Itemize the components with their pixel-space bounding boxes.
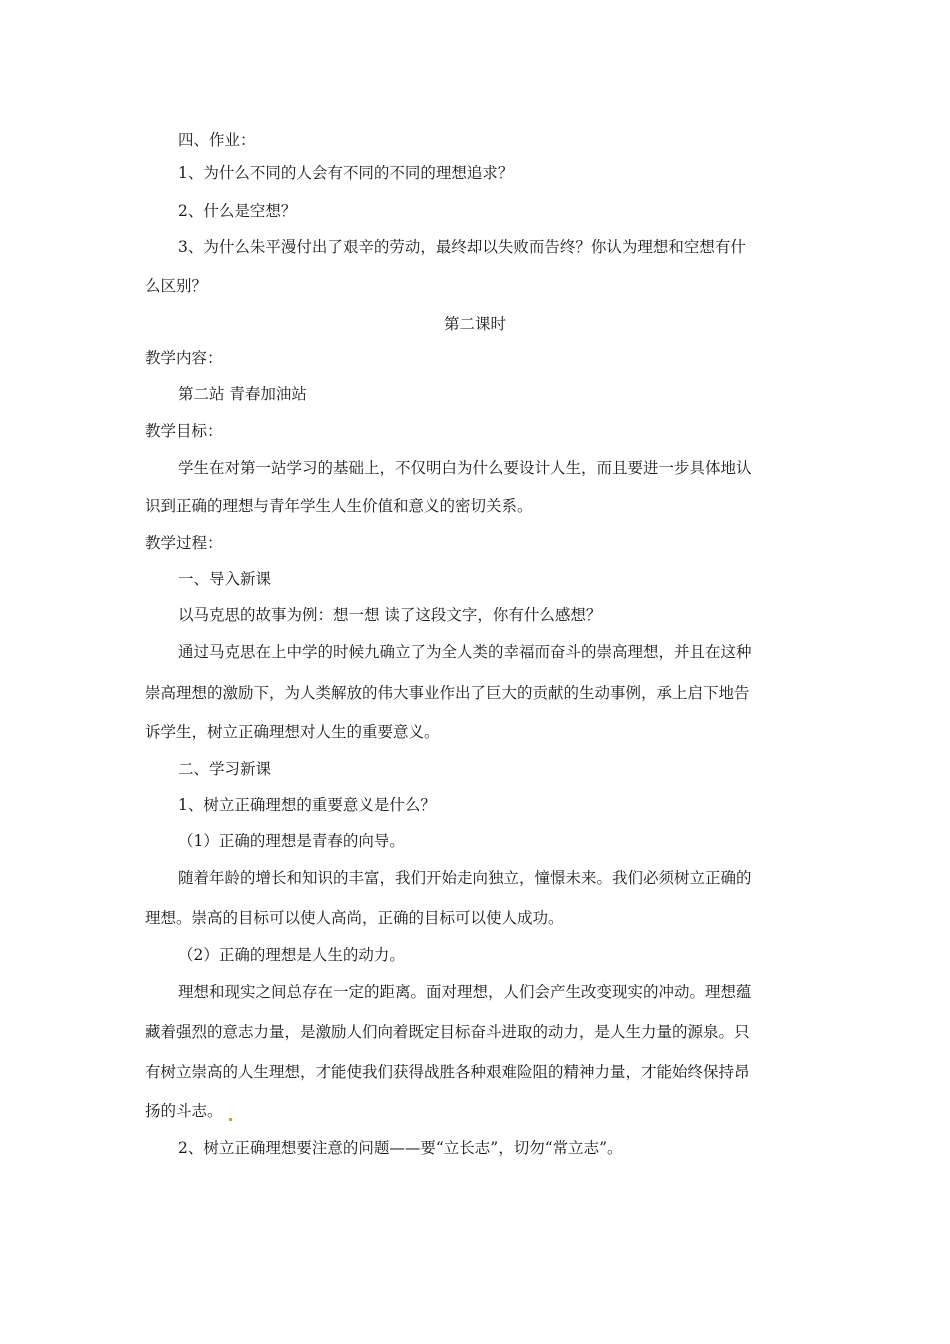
goal-line-2: 识到正确的理想与青年学生人生价值和意义的密切关系。 (145, 497, 533, 515)
homework-question-3-line-2: 么区别？ (145, 277, 208, 295)
goal-label: 教学目标： (145, 422, 223, 440)
sub-point-2-line-3: 有树立崇高的人生理想，才能使我们获得战胜各种艰难险阻的精神力量，才能始终保持昂 (145, 1063, 750, 1081)
intro-paragraph-line-3: 诉学生，树立正确理想对人生的重要意义。 (145, 723, 440, 741)
homework-question-1: 1、为什么不同的人会有不同的不同的理想追求？ (178, 164, 514, 182)
intro-paragraph-line-1: 通过马克思在上中学的时候九确立了为全人类的幸福而奋斗的崇高理想，并且在这种 (178, 643, 752, 661)
intro-heading: 一、导入新课 (178, 570, 272, 588)
sub-point-2-line-1: 理想和现实之间总存在一定的距离。面对理想，人们会产生改变现实的冲动。理想蕴 (178, 983, 752, 1001)
sub-point-2-line-2: 藏着强烈的意志力量，是激励人们向着既定目标奋斗进取的动力，是人生力量的源泉。只 (145, 1023, 750, 1041)
goal-line-1: 学生在对第一站学习的基础上，不仅明白为什么要设计人生，而且要进一步具体地认 (178, 459, 752, 477)
lesson-title: 第二课时 (443, 315, 506, 333)
homework-question-2: 2、什么是空想？ (178, 202, 297, 220)
homework-question-3-line-1: 3、为什么朱平漫付出了艰辛的劳动，最终却以失败而告终？你认为理想和空想有什 (178, 238, 746, 256)
content-label: 教学内容： (145, 349, 223, 367)
sub-point-1-line-2: 理想。崇高的目标可以使人高尚，正确的目标可以使人成功。 (145, 909, 564, 927)
intro-paragraph-line-2: 崇高理想的激励下，为人类解放的伟大事业作出了巨大的贡献的生动事例，承上启下地告 (145, 684, 750, 702)
edit-mark (229, 1118, 232, 1121)
new-lesson-heading: 二、学习新课 (178, 760, 272, 778)
sub-point-2-line-4: 扬的斗志。 (145, 1102, 223, 1120)
intro-line: 以马克思的故事为例：想一想 读了这段文字，你有什么感想？ (178, 606, 602, 624)
homework-heading: 四、作业： (178, 131, 256, 149)
point-1: 1、树立正确理想的重要意义是什么？ (178, 796, 436, 814)
sub-point-1-line-1: 随着年龄的增长和知识的丰富，我们开始走向独立，憧憬未来。我们必须树立正确的 (178, 869, 752, 887)
point-2: 2、树立正确理想要注意的问题——要“立长志”，切勿“常立志”。 (178, 1139, 623, 1157)
process-label: 教学过程： (145, 534, 223, 552)
sub-point-2: （2）正确的理想是人生的动力。 (178, 946, 405, 964)
content-text: 第二站 青春加油站 (178, 385, 307, 403)
sub-point-2-line-4-wrap (145, 1101, 232, 1121)
sub-point-1: （1）正确的理想是青春的向导。 (178, 832, 405, 850)
